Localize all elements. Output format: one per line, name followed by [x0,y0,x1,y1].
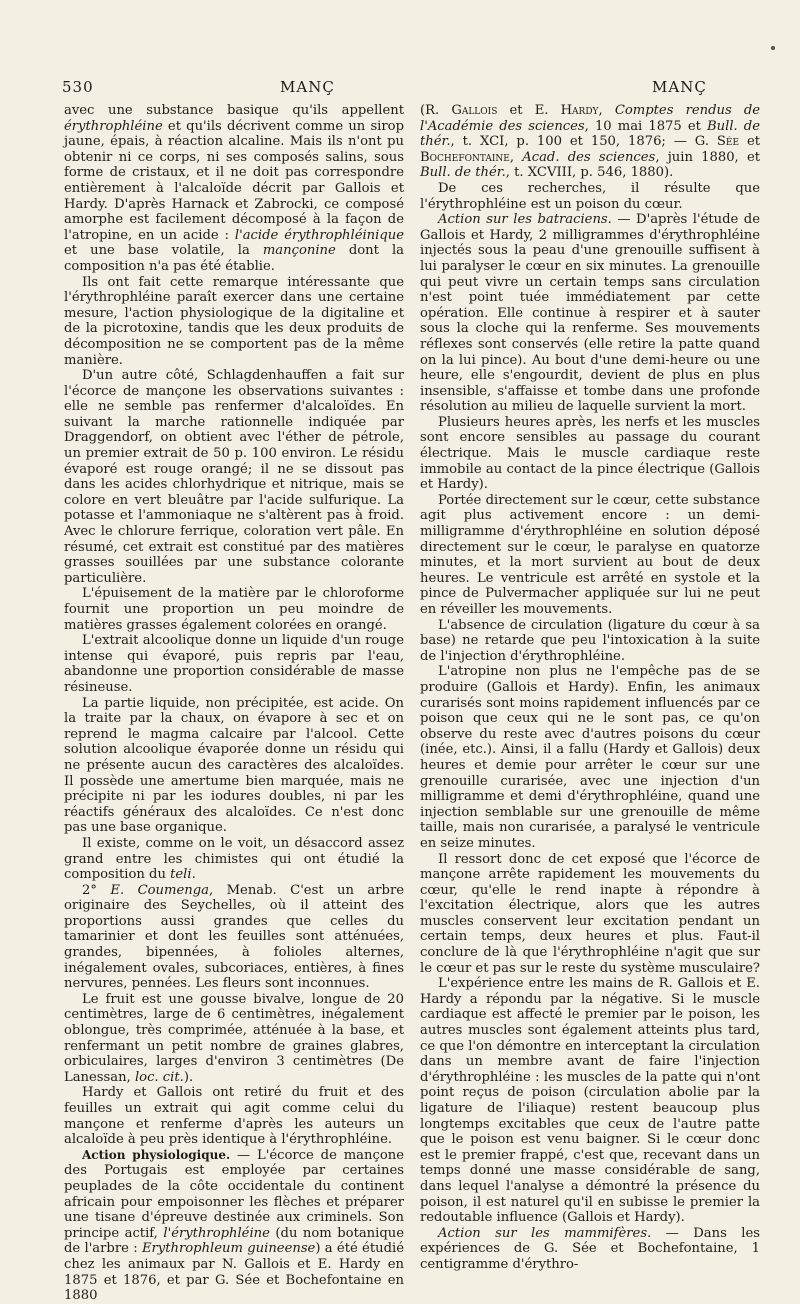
paragraph: Ils ont fait cette remarque intéressante que l'érythrophléine paraît exercer dans une certaine mesure, l'action physiologique de la digitaline et de la picrotoxine, tandis que les deux produits de décomposition ne se comportent pas de la même manière. [64,274,404,368]
right-column [420,103,760,1273]
section-heading: Action physiologique. [82,1147,231,1162]
section-paragraph: Action physiologique. — L'écorce de mançone des Portugais est employée par certaines peuplades de la côte occidentale du continent africain pour empoisonner les flèches et préparer une tisane d'épreuve destinée aux criminels. Son principe actif, l'érythrophléine (du nom botanique de l'arbre : Erythrophleum guineense) a été étudié chez les animaux par N. Gallois et E. Hardy en 1875 et 1876, et par G. Sée et Bochefontaine en 1880 [64,1147,405,1304]
paragraph: De ces recherches, il résulte que l'érythrophléine est un poison du cœur. [420,180,760,212]
paragraph: 2° E. Coumenga, Menab. C'est un arbre originaire des Seychelles, où il atteint des proportions aussi grandes que celles du tamarinier et dont les feuilles sont atténuées, grandes, bipennées, à folioles alternes, inégalement ovales, subcoriaces, entières, à fines nervures, pennées. Les fleurs sont inconnues. [64,882,405,992]
paragraph: Action sur les batraciens. — D'après l'étude de Gallois et Hardy, 2 milligrammes d'érythrophléine injectés sous la peau d'une grenouille suffisent à lui paralyser le cœur en six minutes. La grenouille qui peut vivre un certain temps sans circulation n'est point tuée immédiatement par cette opération. Elle continue à respirer et à sauter sous la cloche qui la renferme. Ses mouvements réflexes sont conservés (elle retire la patte quand on la lui pince). Au bout d'une demi-heure ou une heure, elle s'engourdit, devient de plus en plus insensible, s'affaisse et tombe dans une profonde résolution au milieu de laquelle survient la mort. [420,212,760,415]
paragraph: Il existe, comme on le voit, un désaccord assez grand entre les chimistes qui ont étudié la composition du teli. [64,835,404,883]
running-header [62,78,782,100]
paragraph: L'expérience entre les mains de R. Gallois et E. Hardy a répondu par la négative. Si le muscle cardiaque est affecté le premier par le poison, les autres muscles sont également atteints plus tard, ce que l'on démontre en interceptant la circulation dans un membre avant de faire l'injection d'érythrophléine : les muscles de la patte qui n'ont point reçus de poison (circulation abolie par la ligature de l'iliaque) restent beaucoup plus longtemps excitables que ceux de l'autre patte que le poison est venu baigner. Si le cœur donc est le premier frappé, c'est que, recevant dans un temps donné une masse considérable de sang, dans lequel l'analyse a démontré la présence du poison, il est naturel qu'il en subisse le premier la redoutable influence (Gallois et Hardy). [420,976,760,1226]
paragraph: Action sur les mammifères. — Dans les expériences de G. Sée et Bochefontaine, 1 centigramme d'érythro- [420,1225,760,1272]
paragraph: D'un autre côté, Schlagdenhauffen a fait sur l'écorce de mançone les observations suivantes : elle ne semble pas renfermer d'alcaloïdes. En suivant la marche rationnelle indiquée par Draggendorf, on obtient avec l'éther de pétrole, un premier extrait de 50 p. 100 environ. Le résidu évaporé est rouge orangé; il ne se dissout pas dans les acides chlorhydrique et nitrique, mais se colore en vert bleuâtre par l'acide sulfurique. La potasse et l'ammoniaque ne s'altèrent pas à froid. Avec le chlorure ferrique, coloration vert pâle. En résumé, cet extrait est constitué par des matières grasses souillées par une substance colorante particulière. [64,368,404,586]
paragraph: Plusieurs heures après, les nerfs et les muscles sont encore sensibles au passage du courant électrique. Mais le muscle cardiaque reste immobile au contact de la pince électrique (Gallois et Hardy). [420,414,760,493]
paragraph: L'épuisement de la matière par le chloroforme fournit une proportion un peu moindre de matières grasses également colorées en orangé. [64,586,404,633]
paragraph: L'atropine non plus ne l'empêche pas de se produire (Gallois et Hardy). Enfin, les animaux curarisés sont moins rapidement influencés par ce poison que ceux qui ne le sont pas, ce qu'on observe du reste avec d'autres poisons du cœur (inée, etc.). Ainsi, il a fallu (Hardy et Gallois) deux heures et demie pour arrêter le cœur sur une grenouille curarisée, avec une injection d'un milligramme et demi d'érythrophléine, quand une injection semblable sur une grenouille de même taille, mais non curarisée, a paralysé le ventricule en seize minutes. [420,664,760,851]
paragraph: L'absence de circulation (ligature du cœur à sa base) ne retarde que peu l'intoxication à la suite de l'injection d'érythrophléine. [420,617,760,664]
paragraph: Hardy et Gallois ont retiré du fruit et des feuilles un extrait qui agit comme celui du mançone et renferme d'après les auteurs un alcaloïde à peu près identique à l'érythrophléine. [64,1085,404,1148]
subsection-heading: Action sur les batraciens. [438,212,612,228]
paragraph: L'extrait alcoolique donne un liquide d'un rouge intense qui évaporé, puis repris par l'eau, abandonne une proportion considérable de masse résineuse. [64,633,404,695]
page-number: 530 [62,78,94,96]
reference-paragraph: (R. Gallois et E. Hardy, Comptes rendus de l'Académie des sciences, 10 mai 1875 et Bull. de thér., t. XCI, p. 100 et 150, 1876; — G. Sée et Bochefontaine, Acad. des sciences, juin 1880, et Bull. de thér., t. XCVIII, p. 546, 1880). [420,103,761,181]
paragraph: Portée directement sur le cœur, cette substance agit plus activement encore : un demi-milligramme d'érythrophléine en solution déposé directement sur le cœur, le paralyse en quatorze minutes, et la mort survient au bout de deux heures. Le ventricule est arrêté en systole et la pince de Pulvermacher appliquée sur lui ne peut en réveiller les mouvements. [420,492,760,617]
paragraph: avec une substance basique qu'ils appellent érythrophléine et qu'ils décrivent comme un sirop jaune, épais, à réaction alcaline. Mais ils n'ont pu obtenir ni ce corps, ni ses composés salins, sous forme de cristaux, et il ne doit pas correspondre entièrement à l'alcaloïde décrit par Gallois et Hardy. D'après Harnack et Zabrocki, ce composé amorphe est facilement décomposé à la façon de l'atropine, en un acide : l'acide érythrophléinique et une base volatile, la mançonine dont la composition n'a pas été établie. [64,103,404,274]
paragraph: Il ressort donc de cet exposé que l'écorce de mançone arrête rapidement les mouvements du cœur, qu'elle le rend inapte à répondre à l'excitation électrique, alors que les autres muscles conservent leur excitation pendant un certain temps, deux heures et plus. Faut-il conclure de là que l'érythrophléine n'agit que sur le cœur et pas sur le reste du système musculaire? [420,851,760,976]
paragraph: La partie liquide, non précipitée, est acide. On la traite par la chaux, on évapore à sec et on reprend le magma calcaire par l'alcool. Cette solution alcoolique évaporée donne un résidu qui ne présente aucun des caractères des alcaloïdes. Il possède une amertume bien marquée, mais ne précipite ni par les iodures doubles, ni par les réactifs généraux des alcaloïdes. Ce n'est donc pas une base organique. [64,695,404,836]
right-running-title: MANÇ [652,78,707,96]
paragraph: Le fruit est une gousse bivalve, longue de 20 centimètres, large de 6 centimètres, inégalement oblongue, très comprimée, atténuée à la base, et renfermant un petit nombre de graines glabres, orbiculaires, larges d'environ 3 centimètres (De Lanessan, loc. cit.). [64,991,404,1085]
ink-dot [771,46,775,50]
left-column [64,103,404,1304]
subsection-heading: Action sur les mammifères. [438,1225,652,1241]
left-running-title: MANÇ [280,78,335,96]
